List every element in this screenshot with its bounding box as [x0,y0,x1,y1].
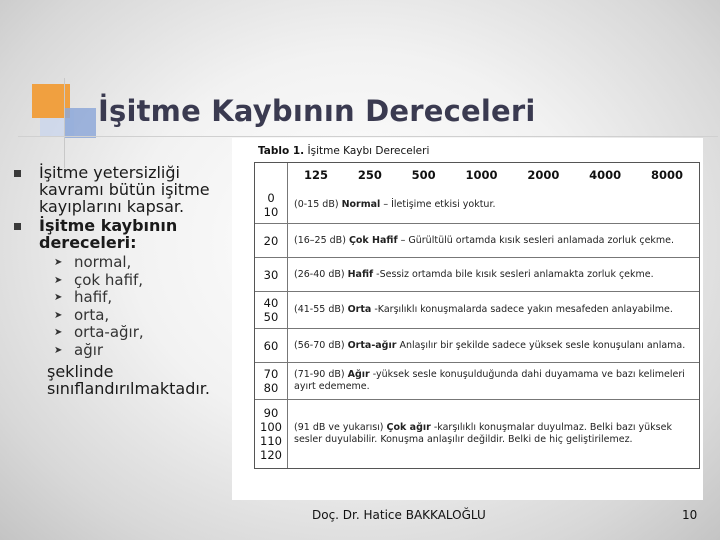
bullet-list [14,164,228,397]
db-range: (91 dB ve yukarısı) [294,422,387,433]
frequency-label: 125 [304,168,329,182]
arrow-bullet-icon: ➤ [54,344,63,356]
sub-bullet-item [54,324,228,342]
square-bullet-icon [14,170,21,177]
sub-bullet-text: orta, [74,305,110,324]
level-name: Orta-ağır [347,339,397,351]
sub-bullet-item [54,289,228,307]
level-description: – Gürültülü ortamda kısık sesleri anlamada zorluk çekme. [397,234,675,246]
db-value: 120 [260,448,282,462]
frequency-header-cell [288,163,699,187]
decor-square-blue [64,108,96,138]
bullet-item [14,164,228,215]
description-cell [288,329,699,362]
sub-bullet-text: hafif, [74,288,113,306]
db-range: (41-55 dB) [294,304,348,315]
table-row [255,328,699,362]
description-cell [288,400,699,468]
frequency-label: 250 [357,168,382,182]
table-caption-title: İşitme Kaybı Dereceleri [307,145,430,157]
sub-bullet-text: çok hafif, [74,270,144,289]
description-cell [288,258,699,291]
bullet-text: İşitme kaybının dereceleri: [39,216,178,252]
level-description: -karşılıklı konuşmalar duyulmaz. Belki bazı yüksek sesler duyulabilir. Konuşma anlaşılır değildir. Belki de hiç geliştirilemez. [294,422,672,445]
sub-bullet-item [54,254,228,272]
db-value: 0 [267,191,275,205]
level-description: -Sessiz ortamda bile kısık sesleri anlamakta zorluk çekme. [373,268,654,280]
arrow-bullet-icon: ➤ [54,327,63,338]
level-description: -yüksek sesle konuşulduğunda dahi duyamama ve bazı kelimeleri ayırt edememe. [294,369,685,392]
db-range: (56-70 dB) [294,339,348,351]
hearing-loss-table [232,138,703,500]
db-header-cell [255,163,288,187]
table-row [255,399,699,468]
db-value: 60 [263,338,279,353]
description-cell [288,363,699,399]
frequency-label: 4000 [589,168,622,182]
sub-bullet-item [54,307,228,325]
db-cell [255,363,288,399]
db-cell [255,224,288,257]
page-number: 10 [682,508,698,522]
table-header-row [255,163,699,187]
closing-text: şeklinde sınıflandırılmaktadır. [47,362,210,398]
sub-bullet-item [54,272,228,290]
db-value: 70 [263,367,279,381]
db-value: 10 [263,205,279,219]
level-name: Orta [347,304,372,315]
slide-title: İşitme Kaybının Dereceleri [98,94,536,128]
table-row [255,223,699,257]
table-grid [254,162,700,469]
db-value: 90 [263,406,279,420]
frequency-list [294,169,693,181]
table-row [255,291,699,328]
description-cell [288,292,699,328]
description-cell [288,224,699,257]
level-description: -Karşılıklı konuşmalarda sadece yakın mesafeden anlayabilme. [371,304,673,315]
frequency-label: 500 [411,168,436,182]
decor-vertical-line [64,78,65,168]
db-cell [255,400,288,468]
db-value: 100 [260,420,282,434]
bullet-item [14,217,228,251]
db-range: (71-90 dB) [294,369,348,380]
title-underline [18,136,718,137]
sub-bullet-text: ağır [74,340,104,359]
frequency-label: 8000 [650,168,683,182]
level-name: Çok ağır [386,422,431,433]
level-name: Normal [341,199,381,210]
db-range: (0-15 dB) [294,199,342,210]
table-row [255,187,699,223]
footer-author: Doç. Dr. Hatice BAKKALOĞLU [312,508,486,522]
level-name: Ağır [347,369,370,380]
description-cell [288,187,699,223]
table-row [255,362,699,399]
square-bullet-icon [14,223,21,230]
db-value: 50 [263,310,279,324]
db-value: 110 [260,434,282,448]
db-cell [255,187,288,223]
table-caption [258,145,429,157]
arrow-bullet-icon: ➤ [54,257,63,268]
sub-bullet-item [54,342,228,360]
db-cell [255,292,288,328]
table-row [255,257,699,291]
arrow-bullet-icon: ➤ [54,274,63,286]
sub-bullet-text: normal, [74,253,132,271]
frequency-label: 2000 [527,168,560,182]
db-value: 40 [263,296,279,310]
db-cell [255,258,288,291]
db-range: (16–25 dB) [294,234,349,246]
table-caption-label: Tablo 1. [258,145,305,157]
arrow-bullet-icon: ➤ [54,309,63,321]
sub-bullet-text: orta-ağır, [74,323,144,341]
db-value: 30 [263,267,279,282]
level-description: – İletişime etkisi yoktur. [380,199,496,210]
bullet-text: İşitme yetersizliği kavramı bütün işitme kayıplarını kapsar. [39,163,210,216]
db-value: 80 [263,381,279,395]
sub-bullet-list [54,254,228,359]
db-value: 20 [263,233,279,248]
level-name: Hafif [347,268,374,280]
frequency-label: 1000 [465,168,498,182]
db-cell [255,329,288,362]
level-description: Anlaşılır bir şekilde sadece yüksek sesle konuşulanı anlama. [396,339,686,351]
table-body [255,187,699,468]
arrow-bullet-icon: ➤ [54,292,63,303]
db-range: (26-40 dB) [294,268,348,280]
level-name: Çok Hafif [348,234,398,246]
